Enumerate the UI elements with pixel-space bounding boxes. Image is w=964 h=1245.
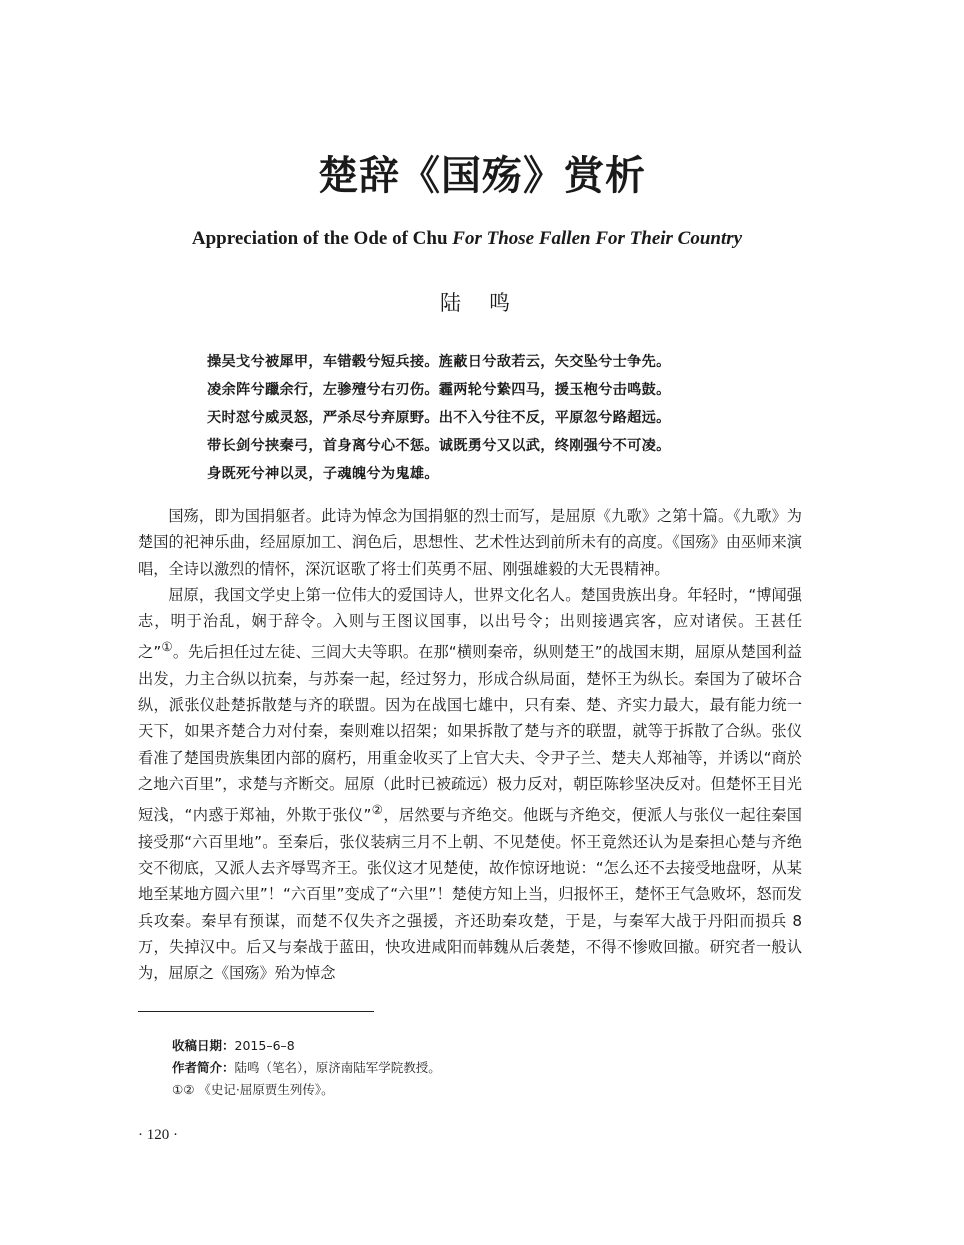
footnote-divider bbox=[138, 1011, 374, 1012]
body-text: 。先后担任过左徒、三闾大夫等职。在那“横则秦帝，纵则楚王”的战国末期，屈原从楚国利益出发，力主合纵以抗秦，与苏秦一起，经过努力，形成合纵局面，楚怀王为纵长。秦国为了破坏合纵，派张仪赴楚拆散楚与齐的联盟。因为在战国七雄中，只有秦、楚、齐实力最大，最有能力统一天下，如果齐楚合力对付秦，秦则难以招架；如果拆散了楚与齐的联盟，就等于拆散了合纵。张仪看准了楚国贵族集团内部的腐朽，用重金收买了上官大夫、令尹子兰、楚夫人郑袖等，并诱以“商於之地六百里”，求楚与齐断交。屈原（此时已被疏远）极力反对，朝臣陈轸坚决反对。但楚怀王目光短浅，“内惑于郑袖，外欺于张仪” bbox=[138, 643, 802, 825]
page-number: · 120 · bbox=[138, 1127, 178, 1143]
author-bio-label: 作者简介： bbox=[172, 1060, 235, 1075]
footnote-ref-1[interactable]: ① bbox=[161, 639, 173, 655]
body-text: 屈原，我国文学史上第一位伟大的爱国诗人，世界文化名人。楚国贵族出身。年轻时，“博闻强志，明于治乱，娴于辞令。入则与王图议国事，以出号令；出则接遇宾客，应对诸侯。王甚任之” bbox=[138, 585, 802, 662]
poem-line: 带长剑兮挟秦弓，首身离兮心不惩。诚既勇兮又以武，终刚强兮不可凌。 bbox=[207, 438, 671, 454]
author-bio bbox=[172, 1057, 772, 1079]
author-bio-value: 陆鸣（笔名），原济南陆军学院教授。 bbox=[234, 1060, 441, 1075]
body-paragraph-1: 国殇，即为国捐躯者。此诗为悼念为国捐躯的烈士而写，是屈原《九歌》之第十篇。《九歌》为楚国的祀神乐曲，经屈原加工、润色后，思想性、艺术性达到前所未有的高度。《国殇》由巫师来演唱，全诗以激烈的情怀，深沉讴歌了将士们英勇不屈、刚强雄毅的大无畏精神。 bbox=[138, 507, 802, 578]
reference-note bbox=[172, 1079, 772, 1101]
poem-block bbox=[207, 348, 807, 488]
subtitle-italic: For Those Fallen For Their Country bbox=[452, 228, 743, 249]
article-body bbox=[138, 503, 802, 986]
footnote-ref-2[interactable]: ② bbox=[371, 802, 384, 818]
poem-line: 操吴戈兮被犀甲，车错毂兮短兵接。旌蔽日兮敌若云，矢交坠兮士争先。 bbox=[207, 354, 671, 370]
poem-line: 身既死兮神以灵，子魂魄兮为鬼雄。 bbox=[207, 466, 439, 482]
article-subtitle bbox=[0, 226, 934, 252]
subtitle-plain: Appreciation of the Ode of Chu bbox=[191, 228, 453, 249]
reference-marks: ①② bbox=[172, 1082, 195, 1097]
article-author: 陆鸣 bbox=[440, 291, 538, 315]
poem-line: 凌余阵兮躐余行，左骖殪兮右刃伤。霾两轮兮絷四马，援玉枹兮击鸣鼓。 bbox=[207, 382, 671, 398]
received-label: 收稿日期： bbox=[172, 1038, 235, 1053]
poem-line: 天时怼兮威灵怒，严杀尽兮弃原野。出不入兮往不反，平原忽兮路超远。 bbox=[207, 410, 671, 426]
reference-value: 《史记·屈原贾生列传》。 bbox=[194, 1082, 334, 1097]
body-text: ，居然要与齐绝交。他既与齐绝交，便派人与张仪一起往秦国接受那“六百里地”。至秦后，张仪装病三月不上朝、不见楚使。怀王竟然还认为是秦担心楚与齐绝交不彻底，又派人去齐辱骂齐王。张仪这才见楚使，故作惊讶地说：“怎么还不去接受地盘呀，从某地至某地方圆六里”！“六百里”变成了“六里”！楚使方知上当，归报怀王，楚怀王气急败坏，怒而发兵攻秦。秦早有预谋，而楚不仅失齐之强援，齐还助秦攻楚，于是，与秦军大战于丹阳而损兵 8 万，失掉汉中。后又与秦战于蓝田，快攻进咸阳而韩魏从后袭楚，不得不惨败回撤。研究者一般认为，屈原之《国殇》殆为悼念 bbox=[138, 806, 802, 983]
footnotes bbox=[172, 1035, 772, 1101]
received-value: 2015–6–8 bbox=[234, 1038, 295, 1053]
article-title: 楚辞《国殇》赏析 bbox=[318, 152, 646, 199]
body-paragraph-2 bbox=[138, 582, 802, 987]
received-date bbox=[172, 1035, 772, 1057]
